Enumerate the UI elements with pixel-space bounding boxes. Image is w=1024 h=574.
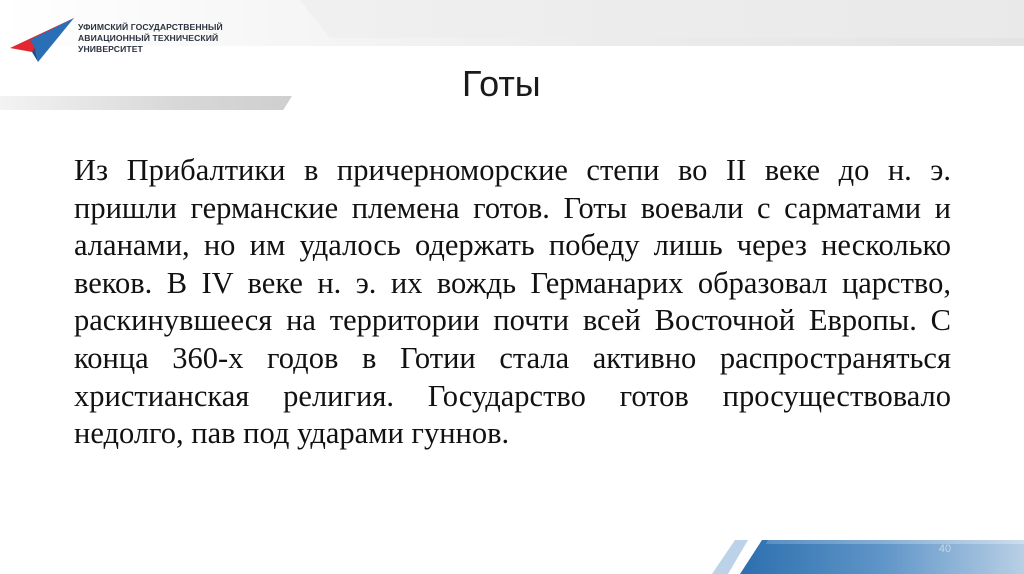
slide-title: Готы	[462, 63, 541, 104]
university-name-line: АВИАЦИОННЫЙ ТЕХНИЧЕСКИЙ	[78, 33, 219, 43]
footer-stripe-decoration	[0, 500, 1024, 574]
university-name-line: УНИВЕРСИТЕТ	[78, 44, 143, 54]
university-name	[78, 22, 278, 55]
ugatu-logo	[8, 12, 74, 64]
slide-body-text: Из Прибалтики в причерноморские степи во II веке до н. э. пришли германские племена готов. Готы воевали с сарматами и аланами, но им удалось одержать победу лишь через несколько веков. В IV веке н. э. их вождь Германарих образовал царство, раскинувшееся на территории почти всей Восточной Европы. С конца 360-х годов в Готии стала активно распространяться христианская религия. Государство готов просуществовало недолго, пав под ударами гуннов.	[74, 153, 951, 451]
page-number: 40	[938, 543, 952, 555]
university-name-line: УФИМСКИЙ ГОСУДАРСТВЕННЫЙ	[78, 22, 223, 32]
